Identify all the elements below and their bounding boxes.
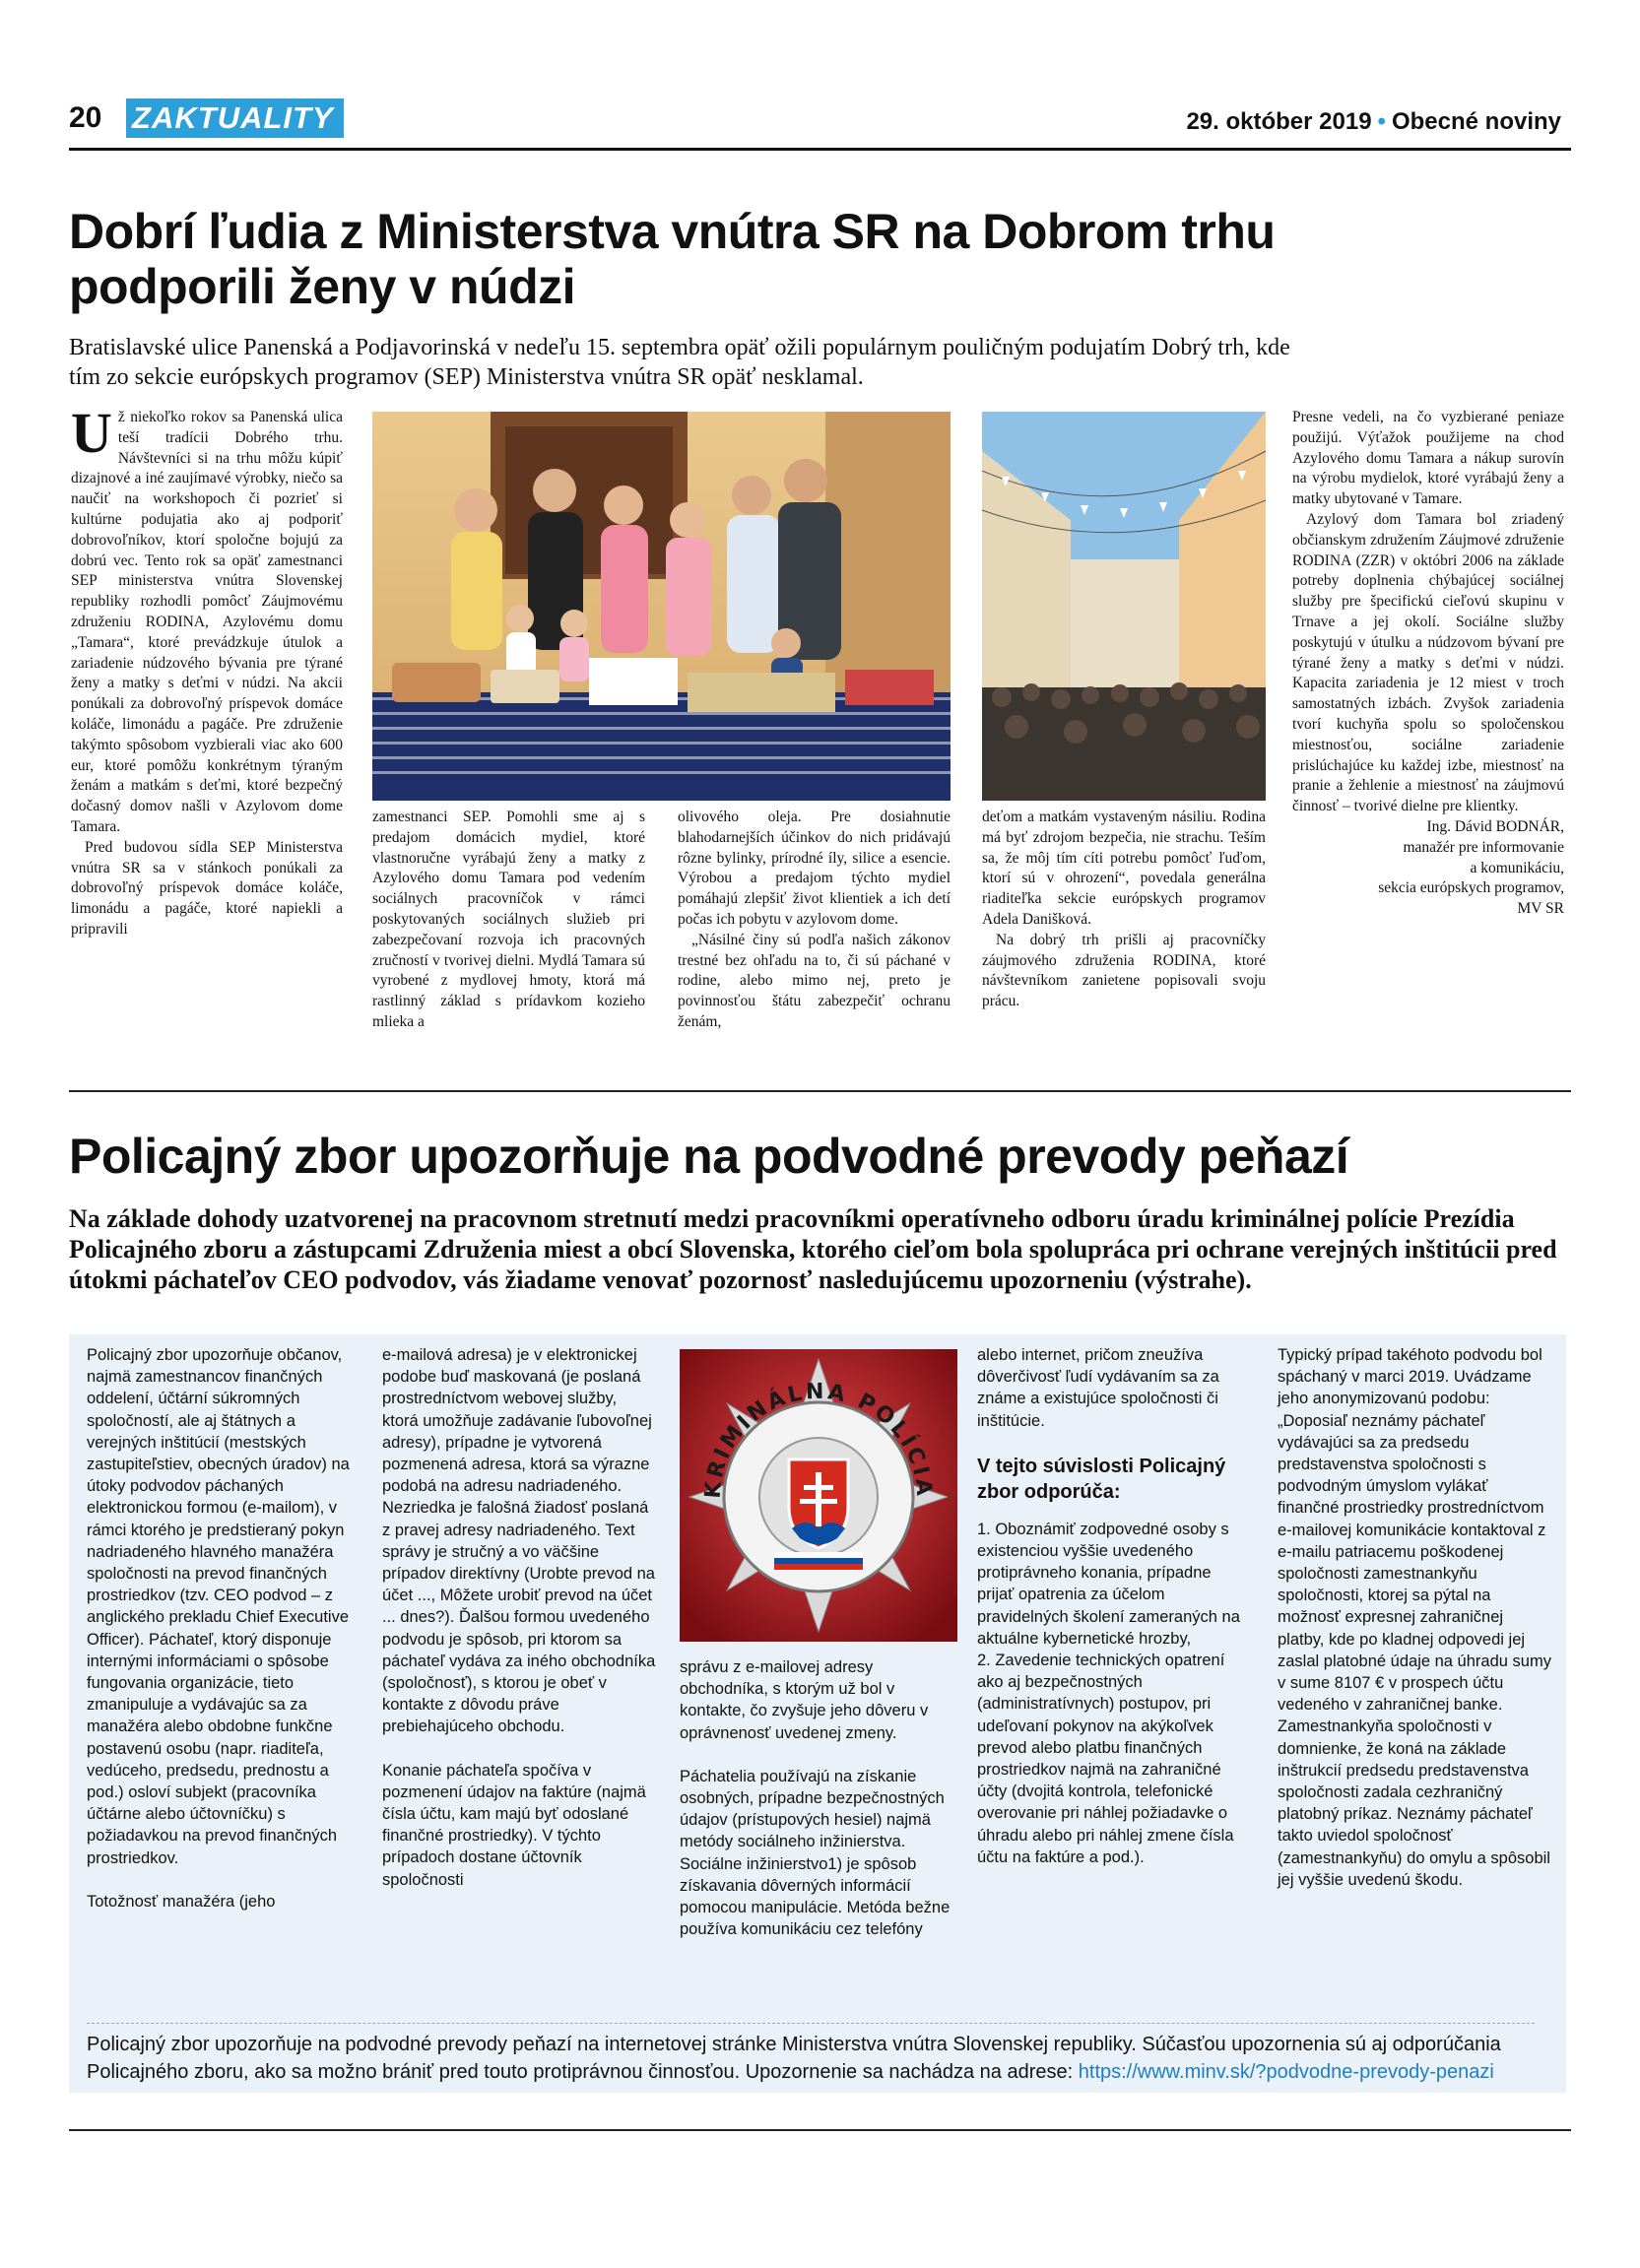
article2-col2-p2: Konanie páchateľa spočíva v pozmenení údajov na faktúre (najmä čísla účtu, kam majú byť odoslané finančné prostriedky). V týchto prípadoch dostane účtovník spoločnosti xyxy=(382,1761,646,1889)
article2-col3-p1: správu z e-mailovej adresy obchodníka, s ktorým už bol v kontakte, čo zvyšuje jeho dôveru v oprávnenosť uvedenej zmeny. xyxy=(680,1658,929,1742)
article1-col5-p2: Azylový dom Tamara bol zriadený občianskym združením Záujmové združenie RODINA (ZZR) v októbri 2006 na základe potreby doplnenia chýbajúcej sociálnej služby pre špecifickú cieľovú skupinu v Trnave a jej okolí. Sociálne služby poskytujú v útulku a núdzovom bývaní pre týrané ženy a matky s deťmi v núdzi. Kapacita zariadenia je 12 miest v troch samostatných izbách. Zvyšok zariadenia tvorí kuchyňa spolu so spoločenskou miestnosťou, sociálne zariadenie prislúchajúce ku každej izbe, miestnosť na pranie a žehlenie a miestnosť na záujmovú činnosť – tvorivé dielne pre klientky. xyxy=(1292,510,1564,815)
article2-col4-item2: 2. Zavedenie technických opatrení ako aj bezpečnostných (administratívnych) postupov, pri udeľovaní pokynov na akýkoľvek prevod alebo platbu finančných prostriedkov najmä na zahraničné účty (dvojitá kontrola, telefonické overovanie pri náhlej požiadavke o úhradu alebo pri náhlej zmene čísla účtu na faktúre a pod.). xyxy=(977,1652,1234,1866)
article1-col2-p1: zamestnanci SEP. Pomohli sme aj s predajom domácich mydiel, ktoré vlastnoručne vyrábajú ženy a matky z Azylového domu Tamara pod vedením sociálnych pracovníčok v rámci poskytovaných sociálnych služieb pri zabezpečovaní rozvoja ich pracovných zručností v tvorivej dielni. Mydlá Tamara sú vyrobené z mydlovej hmoty, ktorá má rastlinný základ s prídavkom kozieho mlieka a xyxy=(372,809,645,1030)
article1-column2 xyxy=(372,808,645,1033)
section-badge-z: Z xyxy=(132,100,152,135)
article2-column3 xyxy=(680,1656,957,1962)
article2-col4-subheading: V tejto súvislosti Policajný zbor odporúča: xyxy=(977,1455,1226,1503)
notice-divider xyxy=(87,2023,1535,2024)
photo-market-stall xyxy=(372,412,951,801)
article1-col5-p1: Presne vedeli, na čo vyzbierané peniaze použijú. Výťažok použijeme na chod Azylového domu Tamara a nákup surovín na výrobu mydielok, ktoré vyrábajú ženy a matky ubytované v Tamare. xyxy=(1292,409,1564,508)
paper-name: Obecné noviny xyxy=(1391,108,1561,135)
article2-col1-p1: Policajný zbor upozorňuje občanov, najmä zamestnancov finančných oddelení, účtární súkromných spoločností, ale aj štátnych a verejných inštitúcií (mestských zastupiteľstiev, obecných úradov) na útoky podvodov páchaných elektronickou formou (e-mailom), v rámci ktorého je predstieraný pokyn nadriadeného hlavného manažéra spoločnosti na prevod finančných prostriedkov (tzv. CEO podvod – z anglického prekladu Chief Executive Officer). Páchateľ, ktorý disponuje internými informáciami o spôsobe fungovania organizácie, tieto zmanipuluje a vydávajúc sa za manažéra alebo obdobne funkčne postavenú osobu (napr. riaditeľa, vedúceho, predsedu, prednostu a pod.) osloví subjekt (pracovníka účtárne alebo účtovníčku) s požiadavkou na prevod finančných prostriedkov. xyxy=(87,1346,350,1867)
photo-market-stall-image xyxy=(372,412,951,801)
article-divider xyxy=(69,1090,1571,1092)
notice-text: Policajný zbor upozorňuje na podvodné prevody peňazí na internetovej stránke Ministerstva vnútra Slovenskej republiky. Súčasťou upozornenia sú aj odporúčania Policajného zboru, ako sa možno brániť pred touto protiprávnou činnosťou. Upozornenie sa nachádza na adrese: xyxy=(87,2034,1501,2083)
section-name: AKTUALITY xyxy=(152,100,334,135)
article1-col3-p1: olivového oleja. Pre dosiahnutie blahodarnejších účinkov do nich pridávajú rôzne bylinky, prírodné íly, silice a esencie. Výrobou a predajom týchto mydiel pomáhajú zlepšiť život klientiek a ich detí počas ich pobytu v azylovom dome. xyxy=(678,809,951,928)
article2-col1-p2: Totožnosť manažéra (jeho xyxy=(87,1892,276,1911)
article1-column3 xyxy=(678,808,951,1033)
article2-col4-item1: 1. Oboznámiť zodpovedné osoby s existenciou vyššie uvedeného protiprávneho konania, prípadne prijať opatrenia za účelom pravidelných školení zameraných na aktuálne kybernetické hrozby, xyxy=(977,1520,1240,1648)
article1-lede-line2: tím zo sekcie európskych programov (SEP) Ministerstva vnútra SR opäť nesklamal. xyxy=(69,364,864,390)
article1-column4 xyxy=(982,808,1266,1012)
notice-paragraph xyxy=(87,2031,1535,2086)
dropcap: U xyxy=(71,401,112,465)
separator: • xyxy=(1377,108,1386,135)
article1-col3-p2: „Násilné činy sú podľa našich zákonov trestné bez ohľadu na to, či sú páchané v rodine, alebo mimo nej, preto je povinnosťou štátu zabezpečiť ochranu ženám, xyxy=(678,931,951,1030)
article1-column5 xyxy=(1292,408,1564,920)
article1-column1 xyxy=(71,401,343,940)
article2-lede: Na základe dohody uzatvorenej na pracovnom stretnutí medzi pracovníkmi operatívneho odboru úradu kriminálnej polície Prezídia Policajného zboru a zástupcami Združenia miest a obcí Slovenska, ktorého cieľom bola spolupráca pri ochrane verejných inštitúcii pred útokmi páchateľov CEO podvodov, vás žiadame venovať pozornosť nasledujúcemu upozorneniu (výstrahe). xyxy=(69,1204,1557,1294)
article2-col2-p1: e-mailová adresa) je v elektronickej podobe buď maskovaná (je poslaná prostredníctvom webovej služby, ktorá umožňuje zadávanie ľubovoľnej adresy), prípadne je vytvorená pozmenená adresa, ktorá sa výrazne podobá na adresu nadriadeného. Nezriedka je falošná žiadosť poslaná z pravej adresy nadriadeného. Text správy je stručný a vo väčšine prípadov direktívny (Urobte prevod na účet ..., Môžete urobiť prevod na účet ... dnes?). Ďalšou formou uvedeného podvodu je spôsob, pri ktorom sa páchateľ vydáva za iného obchodníka (spoločnosť), s ktorou je obeť v kontakte z dôvodu práve prebiehajúceho obchodu. xyxy=(382,1346,656,1736)
author-role3: sekcia európskych programov, xyxy=(1378,879,1564,897)
article2-col5-p2: „Doposiaľ neznámy páchateľ vydávajúci sa za predsedu predstavenstva spoločnosti s podvodným úmyslom vylákať finančné prostriedky prostredníctvom e-mailovej komunikácie kontaktoval z e-mailu patriacemu poškodenej spoločnosti zamestnankyňu spoločnosti, ktorej sa pýtal na možnosť expresnej zahraničnej platby, kde po kladnej odpovedi jej zaslal platobné údaje na úhradu sumy v sume 8107 € v prospech účtu vedeného v zahraničnej banke. Zamestnankyňa spoločnosti v domnienke, že koná na základe inštrukcií predsedu predstavenstva spoločnosti zadala cezhraničný platobný príkaz. Neznámy páchateľ takto uviedol spoločnosť (zamestnankyňu) do omylu a spôsobil jej vyššie uvedenú škodu. xyxy=(1278,1411,1551,1889)
issue-info xyxy=(1186,108,1561,136)
section-badge xyxy=(126,98,344,138)
article1-title-line1: Dobrí ľudia z Ministerstva vnútra SR na Dobrom trhu xyxy=(69,204,1276,259)
article1-col1-p1: ž niekoľko rokov sa Panenská ulica teší tradícii Dobrého trhu. Návštevníci si na trhu môžu kúpiť dizajnové a iné zaujímavé výrobky, niečo sa naučiť na workshopoch či pozrieť si kultúrne podujatia ako aj podporiť dobrovoľníkov, ktorí spoločne bojujú za dobrú vec. Tento rok sa opäť zamestnanci SEP ministerstva vnútra Slovenskej republiky rozhodli pomôcť Záujmovému združeniu RODINA, Azylovému domu „Tamara“, ktoré prevádzkuje útulok a zariadenie núdzového bývania pre týrané ženy a matky s deťmi v núdzi. Na akcii ponúkali za dobrovoľný príspevok domáce koláče, limonádu a pagáče. Pre združenie takýmto spôsobom vyzbierali viac ako 600 eur, ktoré pomôžu konkrétnym týraným ženám a matkám s deťmi, ktoré bezpečný dočasný domov našli v Azylovom dome Tamara. xyxy=(71,409,343,835)
photo-street-crowd-image xyxy=(982,412,1266,801)
notice-link[interactable]: https://www.minv.sk/?podvodne-prevody-penazi xyxy=(1078,2061,1494,2083)
article2-col4-p1: alebo internet, pričom zneužíva dôverčivosť ľudí vydávaním sa za známe a existujúce spoločnosti či inštitúcie. xyxy=(977,1346,1219,1430)
author-role1: manažér pre informovanie xyxy=(1403,838,1564,856)
article1-col1-p2: Pred budovou sídla SEP Ministerstva vnútra SR sa v stánkoch ponúkali za dobrovoľný príspevok domáce koláče, limonádu a pagáče, ktoré napiekli a pripravili xyxy=(71,838,343,938)
article2-column1 xyxy=(87,1344,362,1934)
header-rule xyxy=(69,148,1571,151)
issue-date: 29. október 2019 xyxy=(1186,108,1372,135)
article2-column4 xyxy=(977,1344,1251,1890)
article2-column2 xyxy=(382,1344,656,1912)
footer-rule xyxy=(69,2129,1571,2131)
article2-col5-p1: Typický prípad takéhoto podvodu bol spáchaný v marci 2019. Uvádzame jeho anonymizovanú podobu: xyxy=(1278,1346,1542,1408)
police-emblem xyxy=(680,1349,957,1642)
author-signature xyxy=(1292,817,1564,920)
article1-col4-p2: Na dobrý trh prišli aj pracovníčky záujmového združenia RODINA, ktoré návštevníkom zanietene popisovali svoju prácu. xyxy=(982,931,1266,1010)
emblem-text: KRIMINÁLNA POLÍCIA xyxy=(700,1379,937,1500)
police-emblem-image xyxy=(680,1349,957,1642)
author-org: MV SR xyxy=(1517,900,1564,918)
photo-street-crowd xyxy=(982,412,1266,801)
article1-lede-line1: Bratislavské ulice Panenská a Podjavorinská v nedeľu 15. septembra opäť ožili populárnym pouličným podujatím Dobrý trh, kde xyxy=(69,335,1290,360)
page-number: 20 xyxy=(69,101,102,134)
article1-title-line2: podporili ženy v núdzi xyxy=(69,259,575,314)
article2-col3-p2: Páchatelia používajú na získanie osobných, prípadne bezpečnostných údajov (prístupových hesiel) najmä metódy sociálneho inžinierstva. Sociálne inžinierstvo1) je spôsob získavania dôverných informácií pomocou manipulácie. Metóda bežne používa komunikáciu cez telefóny xyxy=(680,1767,951,1939)
author-name: Ing. Dávid BODNÁR, xyxy=(1426,817,1564,835)
article2-column5 xyxy=(1278,1344,1553,1912)
article2-title: Policajný zbor upozorňuje na podvodné prevody peňazí xyxy=(69,1129,1349,1184)
author-role2: a komunikáciu, xyxy=(1470,859,1564,876)
article1-col4-p1: deťom a matkám vystaveným násiliu. Rodina má byť zdrojom bezpečia, nie strachu. Teším sa, že môj tím cíti potrebu pomôcť ľuďom, ktorí sú v ohrození“, povedala generálna riaditeľka sekcie európskych programov Adela Danišková. xyxy=(982,809,1266,928)
